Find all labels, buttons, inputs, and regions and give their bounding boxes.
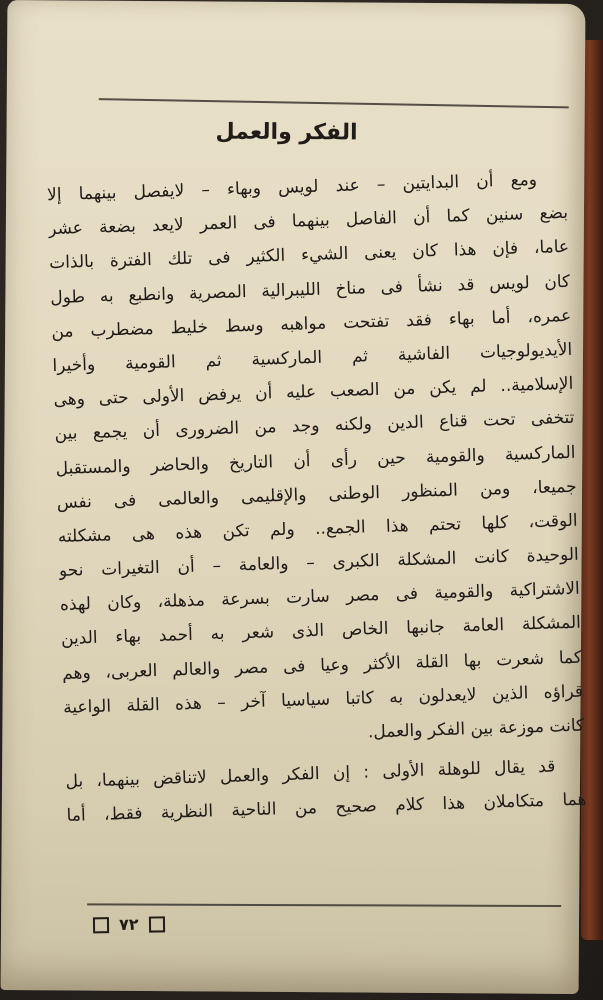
text-line: ومع أن البدايتين – عند لويس وبهاء – لايفصل بينهما إلا [46, 169, 538, 206]
text-line: بضع سنين كما أن الفاصل بينهما فى العمر لايعد بضعة عشر [47, 203, 569, 240]
text-line: الماركسية والقومية حين رأى أن التاريخ والحاضر والمستقبل [55, 442, 576, 479]
text-line: عاما، فإن هذا كان يعنى الشيء الكثير فى تلك الفترة بالذات [48, 237, 570, 274]
text-line: جميعا، ومن المنظور الوطنى والإقليمى والعالمى فى نفس [56, 476, 577, 513]
body-text [47, 162, 587, 834]
text-line: كانت موزعة بين الفكر والعمل. [367, 715, 585, 743]
book-page [1, 0, 586, 994]
text-line: الوحيدة كانت المشكلة الكبرى – والعامة – أن التغيرات نحو [58, 544, 580, 582]
paragraph-1 [47, 162, 585, 759]
footer-rule [87, 903, 561, 907]
text-line: الإسلامية.. لم يكن من الصعب عليه أن يرفض الأولى حتى وهى [53, 373, 574, 411]
text-line: كان لويس قد نشأ فى مناخ الليبرالية المصرية وانطبع به طول [50, 271, 571, 308]
text-line: عمره، أما بهاء فقد تفتحت مواهبه وسط خليط مضطرب من [51, 305, 572, 342]
text-line: الوقت، كلها تحتم هذا الجمع.. ولم تكن هذه هى مشكلته [57, 510, 578, 547]
text-line: الاشتراكية والقومية فى مصر سارت بسرعة مذهلة، وكان لهذه [59, 578, 581, 616]
text-line: كما شعرت بها القلة الأكثر وعيا فى مصر والعالم العربى، وهم [61, 647, 583, 684]
text-line: تتخفى تحت قناع الدين ولكنه وجد من الضرورى أن يجمع بين [54, 408, 575, 445]
text-line: قد يقال للوهلة الأولى : إن الفكر والعمل لاتناقض بينهما، بل [65, 756, 556, 793]
square-outline-icon [93, 917, 109, 933]
text-line: قراؤه الذين لايعدلون به كاتبا سياسيا آخر – هذه القلة الواعية [62, 681, 584, 718]
text-line: الأيديولوجيات الفاشية ثم الماركسية ثم القومية وأخيرا [52, 339, 573, 377]
page-number: ٧٢ [118, 914, 139, 934]
running-header-title: الفكر والعمل [215, 119, 358, 146]
page-footer [93, 914, 165, 934]
square-outline-icon [148, 916, 164, 932]
text-line: المشكلة العامة جانبها الخاص الذى شعر به أحمد بهاء الدين [60, 613, 582, 650]
text-line: هما متكاملان هذا كلام صحيح من الناحية النظرية فقط، أما [66, 789, 587, 827]
header-rule [99, 98, 569, 108]
